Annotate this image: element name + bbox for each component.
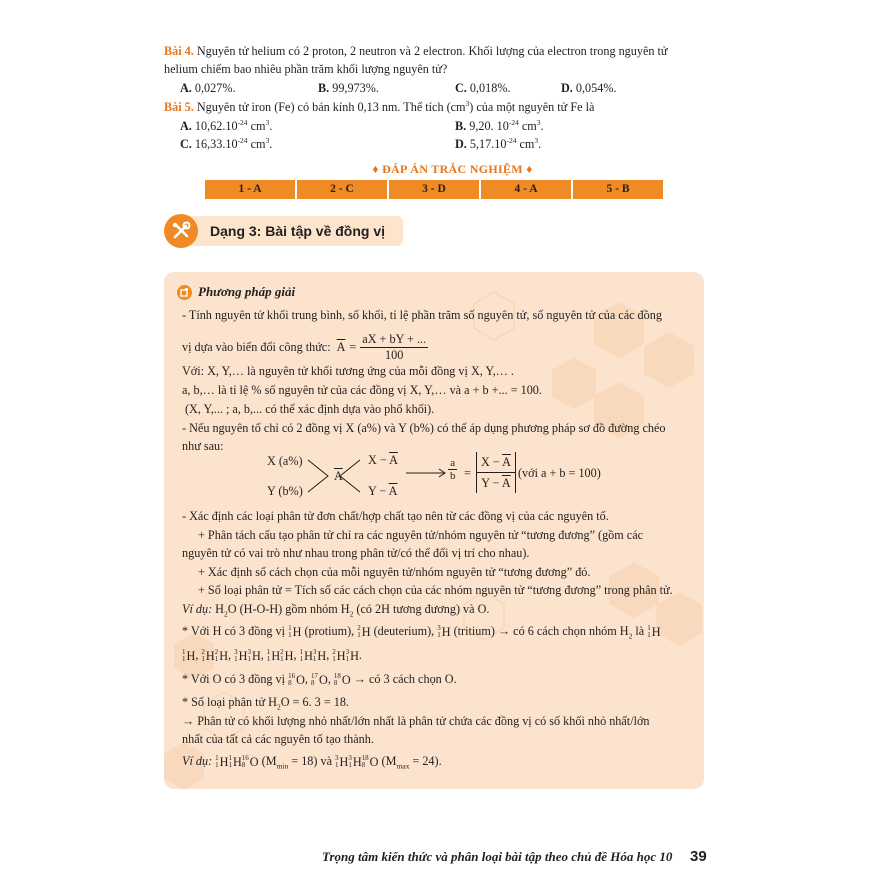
question-4-line-1 <box>164 44 668 59</box>
diagonal-diagram: X (a%) Y (b%) $\overline{A}$ $X - \overline{A}$ $Y - \overline{A}$ $\frac{a}{b}$ = $X - \overline{A}$ $Y - \overline{A}$ (với a + b = 100) <box>267 453 601 498</box>
molecule-count-line: * Số loại phân tử $H_2O = 6$. 3 = 18. <box>182 695 349 712</box>
answer-cell: 3 - D <box>389 180 481 199</box>
section-title: Dạng 3: Bài tập về đồng vị <box>186 216 403 246</box>
method-line-9: + Phân tách cấu tạo phân tử chỉ ra các nguyên tử/nhóm nguyên tử “tương đương” (gồm các <box>198 528 644 542</box>
q5-option-c: C. $16,33.10^{-24}$ $cm^3$. <box>180 136 273 152</box>
method-line-19: nhất của tất cả các nguyên tố tạo thành. <box>182 732 374 746</box>
answer-cell: 4 - A <box>481 180 573 199</box>
page-number: 39 <box>690 848 707 865</box>
method-line-11: + Xác định số cách chọn của mỗi nguyên tử/nhóm nguyên tử “tương đương” đó. <box>198 565 591 579</box>
hydrogen-pairs-line: 1 1 H , 2 1 H 2 1 H , 3 1 H 3 1 H , 1 1 H 2 1 H , 1 1 H 3 1 H , 2 1 H 3 1 H . <box>182 648 362 664</box>
answer-cell: 2 - C <box>297 180 389 199</box>
method-line-8: - Xác định các loại phân tử đơn chất/hợp chất tạo nên từ các đồng vị của các nguyên tố. <box>182 509 609 523</box>
q5-option-b: B. 9,20. $10^{-24}$ $cm^3$. <box>455 118 544 134</box>
method-line-18: → Phân tử có khối lượng nhỏ nhất/lớn nhất là phân tử chứa các đồng vị có số khối nhỏ nhất/lớn <box>182 714 650 728</box>
method-line-1: - Tính nguyên tử khối trung bình, số khối, tỉ lệ phần trăm số nguyên tử, số nguyên tử của các đồng <box>182 308 662 322</box>
example-1: Ví dụ: $H_2O$ (H-O-H) gồm nhóm $H_2$ (có 2H tương đương) và O. <box>182 602 490 619</box>
ratio-fraction: $\frac{a}{b}$ <box>450 457 456 482</box>
method-formula-line: vị dựa vào biến đổi công thức: $\overline{A}$ = $\frac{aX + bY + ...}{100}$ <box>182 332 427 362</box>
average-mass-formula: $\frac{aX + bY + ...}{100}$ <box>362 332 427 362</box>
answer-cell: 5 - B <box>573 180 663 199</box>
answer-key-title: ♦ ĐÁP ÁN TRẮC NGHIỆM ♦ <box>372 162 533 176</box>
method-title: Phương pháp giải <box>198 284 296 299</box>
method-line-6: - Nếu nguyên tố chỉ có 2 đồng vị X (a%) và Y (b%) có thể áp dụng phương pháp sơ đồ đường chéo <box>182 421 666 435</box>
q4-option-c: C. 0,018%. <box>455 81 511 95</box>
q4-option-d: D. 0,054%. <box>561 81 617 95</box>
method-line-7: như sau: <box>182 439 224 453</box>
method-line-3: Với: X, Y,… là nguyên tử khối tương ứng của mỗi đồng vị X, Y,… . <box>182 364 514 378</box>
q4-option-b: B. 99,973%. <box>318 81 379 95</box>
absolute-value-fraction: $X - \overline{A}$ $Y - \overline{A}$ <box>476 452 516 493</box>
section-header <box>164 214 403 248</box>
answer-cell: 1 - A <box>205 180 297 199</box>
q5-option-a: A. $10,62.10^{-24}$ $cm^3$. <box>180 118 273 134</box>
q5-option-d: D. $5,17.10^{-24}$ $cm^3$. <box>455 136 542 152</box>
answer-key-table <box>205 180 663 199</box>
question-4-label: Bài 4. <box>164 44 194 58</box>
method-box <box>164 272 704 789</box>
question-5-label: Bài 5. <box>164 100 194 115</box>
example-2: Ví dụ: 1 1 H 1 1 H 16 8 O $(M_{min} = 18)$ và 3 1 H 3 1 H 18 8 O $(M_{max} = 24)$. <box>182 754 442 771</box>
tools-icon <box>164 214 198 248</box>
method-line-4: a, b,… là tỉ lệ % số nguyên tử của các đồng vị X, Y,… và a + b +... = 100. <box>182 383 542 397</box>
question-4-line-2: helium chiếm bao nhiêu phần trăm khối lượng nguyên tử? <box>164 62 448 76</box>
average-mass-symbol: $\overline{A}$ <box>336 340 346 354</box>
question-5-line: Bài 5. Nguyên tử iron (Fe) có bán kính 0,13 nm. Thể tích $(cm^3)$ của một nguyên tử Fe là <box>164 99 595 115</box>
method-line-12: + Số loại phân tử = Tích số các cách chọn của các nhóm nguyên tử “tương đương” trong phân tử. <box>198 583 673 597</box>
q4-option-a: A. 0,027%. <box>180 81 236 95</box>
method-title-icon <box>177 285 192 300</box>
method-line-5: (X, Y,... ; a, b,... có thể xác định dựa vào phổ khối). <box>185 402 435 416</box>
oxygen-isotopes-line: * Với O có 3 đồng vị 16 8 O , 17 8 O , 18 8 O → có 3 cách chọn O. <box>182 672 457 688</box>
question-4-text-1: Nguyên tử helium có 2 proton, 2 neutron và 2 electron. Khối lượng của electron trong nguyên tử <box>196 44 668 58</box>
hydrogen-isotopes-line: * Với H có 3 đồng vị 1 1 H (protium), 2 1 H (deuterium), 3 1 H (tritium) → có 6 cách chọn nhóm $H_2$ là 1 1 H <box>182 624 661 641</box>
method-line-10: nguyên tử có vai trò như nhau trong phân tử/có thể đổi vị trí cho nhau). <box>182 546 530 560</box>
arrow-right-icon <box>406 468 448 478</box>
method-title-row <box>177 284 295 300</box>
footer-book-title: Trọng tâm kiến thức và phân loại bài tập theo chủ đề Hóa học 10 <box>322 849 673 864</box>
